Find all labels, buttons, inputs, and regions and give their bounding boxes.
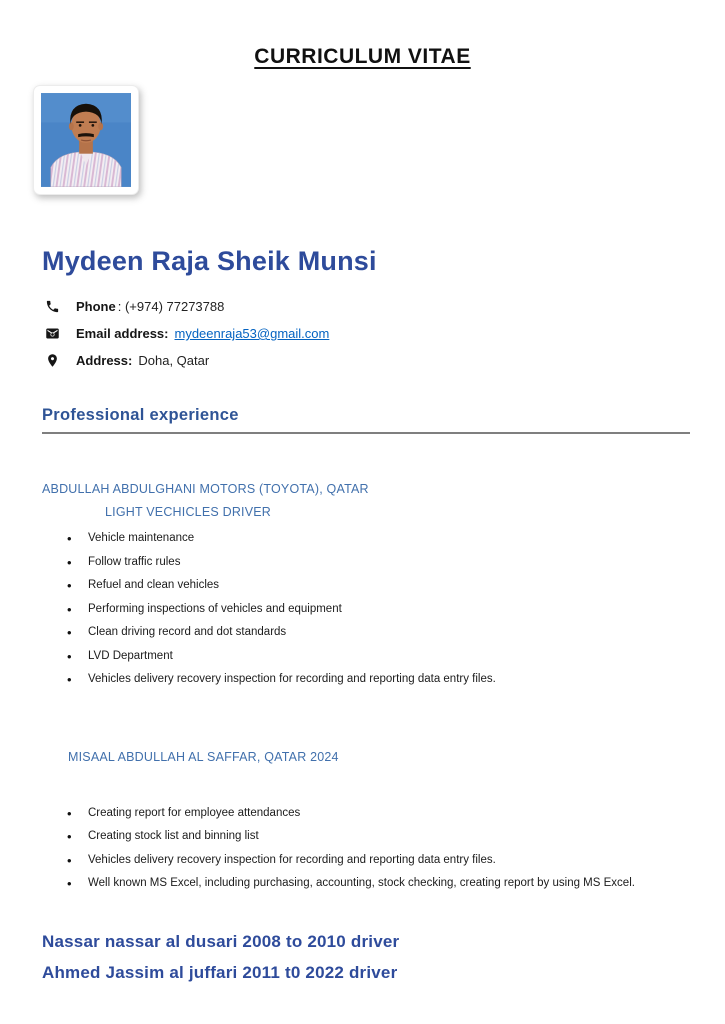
page-title: CURRICULUM VITAE (254, 45, 471, 68)
other-experience-line-1: Nassar nassar al dusari 2008 to 2010 driver (42, 931, 400, 951)
address-value: Doha, Qatar (138, 353, 210, 368)
job2-company: MISAAL ABDULLAH AL SAFFAR, QATAR 2024 (68, 749, 339, 764)
email-row (44, 320, 725, 347)
bullet-item: • Vehicle maintenance (66, 527, 695, 551)
email-icon (44, 325, 61, 342)
phone-row (44, 293, 725, 320)
email-label: Email address: (76, 326, 169, 341)
job1-bullet-list (66, 527, 695, 692)
profile-photo (33, 85, 139, 195)
bullet-item: • LVD Department (66, 645, 695, 669)
bullet-item: • Creating report for employee attendances (66, 802, 695, 826)
other-experience-line-2: Ahmed Jassim al juffari 2011 t0 2022 driver (42, 962, 398, 982)
job1-role: LIGHT VECHICLES DRIVER (105, 505, 272, 519)
job1-company: ABDULLAH ABDULGHANI MOTORS (TOYOTA), QATAR (42, 482, 369, 496)
phone-label: Phone (76, 299, 116, 314)
bullet-item: • Follow traffic rules (66, 551, 695, 575)
portrait-illustration (41, 93, 131, 187)
job2-bullet-list (66, 802, 695, 896)
email-link[interactable]: mydeenraja53@gmail.com (174, 326, 330, 341)
bullet-item: • Clean driving record and dot standards (66, 621, 695, 645)
contact-list (44, 293, 725, 374)
address-label: Address: (76, 353, 133, 368)
address-row (44, 347, 725, 374)
phone-icon (44, 298, 61, 315)
section-heading-professional-experience: Professional experience (42, 406, 690, 434)
bullet-item: • Vehicles delivery recovery inspection for recording and reporting data entry files. (66, 849, 695, 873)
phone-value: : (+974) 77273788 (117, 299, 225, 314)
candidate-name: Mydeen Raja Sheik Munsi (42, 246, 377, 276)
location-pin-icon (44, 352, 61, 369)
bullet-item: • Creating stock list and binning list (66, 825, 695, 849)
bullet-item: • Performing inspections of vehicles and equipment (66, 598, 695, 622)
bullet-item: • Refuel and clean vehicles (66, 574, 695, 598)
bullet-item: • Vehicles delivery recovery inspection for recording and reporting data entry files. (66, 668, 695, 692)
other-experience (42, 926, 725, 988)
bullet-item: • Well known MS Excel, including purchasing, accounting, stock checking, creating report by using MS Excel. (66, 872, 695, 896)
